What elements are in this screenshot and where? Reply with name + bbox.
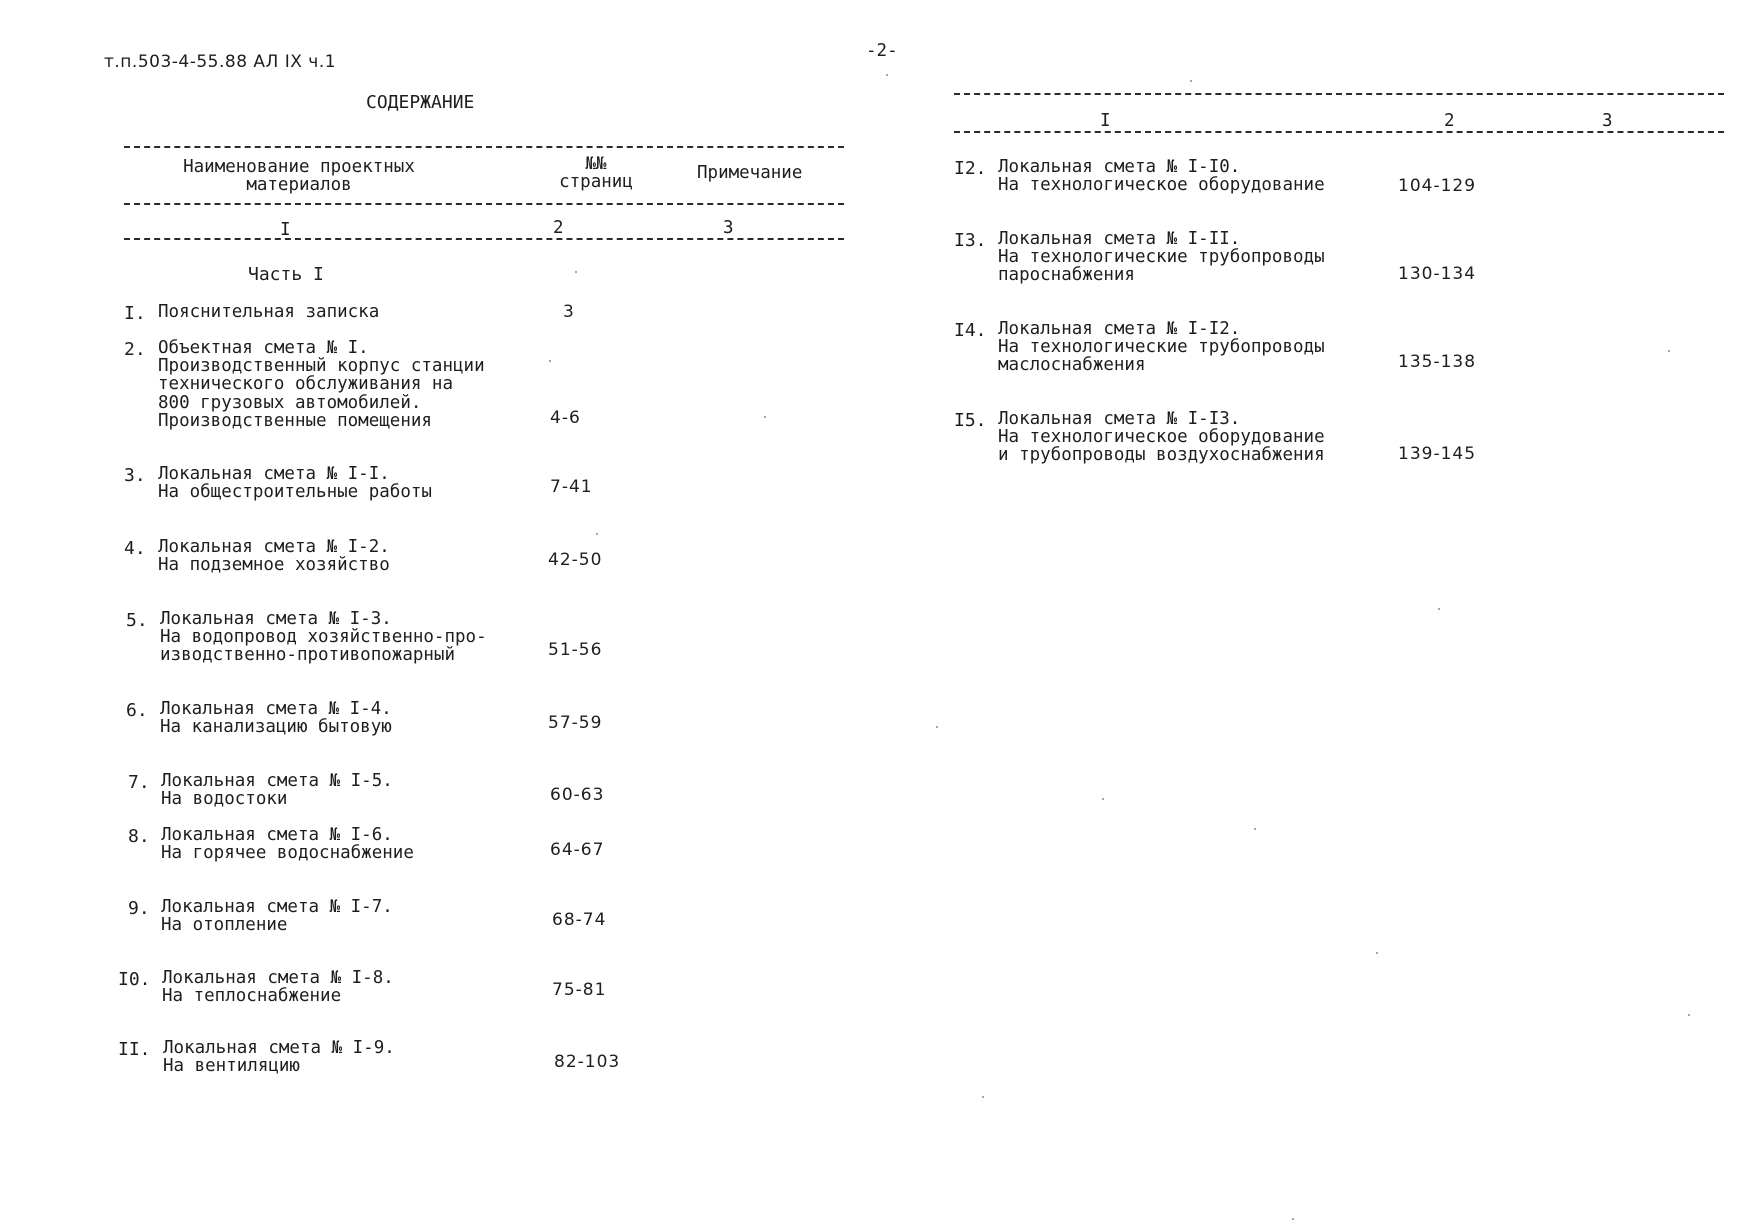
entry-number: I3. bbox=[954, 230, 987, 251]
entry-pages: 130-134 bbox=[1398, 264, 1477, 284]
scan-speck bbox=[1254, 828, 1256, 830]
entry-text: Локальная смета № I-8. На теплоснабжение bbox=[162, 968, 394, 1007]
entry-text: Локальная смета № I-9. На вентиляцию bbox=[163, 1038, 395, 1077]
scan-speck bbox=[982, 1096, 984, 1098]
scan-speck bbox=[1438, 608, 1440, 610]
scan-speck bbox=[1376, 952, 1378, 954]
entry-text: Локальная смета № I-I. На общестроительные работы bbox=[158, 464, 432, 503]
entry-number: II. bbox=[118, 1039, 151, 1060]
scan-speck bbox=[936, 726, 938, 728]
entry-text: Локальная смета № I-I3. На технологическое оборудование и трубопроводы воздухоснабжения bbox=[998, 409, 1325, 466]
right-column-numbers-rule bbox=[954, 131, 1724, 133]
part-label: Часть I bbox=[248, 264, 324, 285]
right-column-number-2: 2 bbox=[1444, 111, 1455, 131]
entry-pages: 75-81 bbox=[552, 980, 607, 1000]
entry-number: 2. bbox=[124, 339, 146, 360]
entry-pages: 57-59 bbox=[548, 713, 603, 733]
entry-pages: 51-56 bbox=[548, 640, 603, 660]
scan-speck bbox=[886, 74, 888, 76]
page-number: -2- bbox=[866, 41, 898, 61]
column-header-pages: №№ страниц bbox=[559, 154, 633, 192]
entry-pages: 64-67 bbox=[550, 840, 605, 860]
entry-pages: 42-50 bbox=[548, 550, 603, 570]
entry-number: 7. bbox=[128, 772, 150, 793]
right-column-number-3: 3 bbox=[1602, 111, 1613, 131]
column-number-2: 2 bbox=[553, 218, 564, 238]
entry-pages: 139-145 bbox=[1398, 444, 1477, 464]
column-header-note: Примечание bbox=[697, 163, 803, 183]
entry-number: 8. bbox=[128, 826, 150, 847]
entry-text: Локальная смета № I-2. На подземное хозяйство bbox=[158, 537, 390, 576]
scan-speck bbox=[764, 416, 766, 418]
column-header-name: Наименование проектных материалов bbox=[183, 157, 415, 195]
entry-number: I5. bbox=[954, 410, 987, 431]
entry-number: 6. bbox=[126, 700, 148, 721]
table-top-rule bbox=[124, 146, 844, 148]
entry-text: Локальная смета № I-I2. На технологические трубопроводы маслоснабжения bbox=[998, 319, 1325, 376]
entry-number: I4. bbox=[954, 320, 987, 341]
entry-text: Локальная смета № I-3. На водопровод хозяйственно-про- изводственно-противопожарный bbox=[160, 609, 487, 666]
entry-number: I. bbox=[124, 303, 146, 324]
entry-text: Локальная смета № I-4. На канализацию бытовую bbox=[160, 699, 392, 738]
entry-number: 5. bbox=[126, 610, 148, 631]
scan-speck bbox=[1688, 1014, 1690, 1016]
scan-speck bbox=[1292, 1218, 1294, 1220]
column-numbers-rule bbox=[124, 238, 844, 240]
right-table-top-rule bbox=[954, 93, 1724, 95]
entry-pages: 60-63 bbox=[550, 785, 605, 805]
scan-speck bbox=[1668, 350, 1670, 352]
document-code: т.п.503-4-55.88 АЛ IX ч.1 bbox=[104, 52, 337, 72]
entry-text: Локальная смета № I-5. На водостоки bbox=[161, 771, 393, 810]
entry-pages: 7-41 bbox=[550, 477, 593, 497]
entry-pages: 104-129 bbox=[1398, 176, 1477, 196]
entry-text: Пояснительная записка bbox=[158, 302, 380, 322]
entry-text: Локальная смета № I-II. На технологические трубопроводы пароснабжения bbox=[998, 229, 1325, 286]
entry-number: I2. bbox=[954, 158, 987, 179]
entry-pages: 3 bbox=[563, 302, 575, 322]
scan-speck bbox=[596, 533, 598, 535]
entry-pages: 68-74 bbox=[552, 910, 607, 930]
entry-pages: 82-103 bbox=[554, 1052, 621, 1072]
entry-number: 3. bbox=[124, 465, 146, 486]
entry-number: 9. bbox=[128, 898, 150, 919]
page-title: СОДЕРЖАНИЕ bbox=[366, 92, 475, 113]
entry-text: Локальная смета № I-I0. На технологическое оборудование bbox=[998, 157, 1325, 196]
scan-speck bbox=[1190, 80, 1192, 82]
table-header-rule bbox=[124, 203, 844, 205]
column-number-3: 3 bbox=[723, 218, 734, 238]
entry-text: Локальная смета № I-7. На отопление bbox=[161, 897, 393, 936]
entry-text: Локальная смета № I-6. На горячее водоснабжение bbox=[161, 825, 414, 864]
column-number-1: I bbox=[280, 220, 291, 240]
entry-text: Объектная смета № I. Производственный корпус станции технического обслуживания на 800 грузовых автомобилей. Производственные помещения bbox=[158, 338, 485, 431]
right-column-number-1: I bbox=[1100, 111, 1111, 131]
scan-speck bbox=[575, 271, 577, 273]
entry-pages: 4-6 bbox=[550, 408, 581, 428]
entry-pages: 135-138 bbox=[1398, 352, 1477, 372]
scan-speck bbox=[1102, 798, 1104, 800]
entry-number: I0. bbox=[118, 969, 151, 990]
entry-number: 4. bbox=[124, 538, 146, 559]
scan-speck bbox=[549, 360, 551, 362]
